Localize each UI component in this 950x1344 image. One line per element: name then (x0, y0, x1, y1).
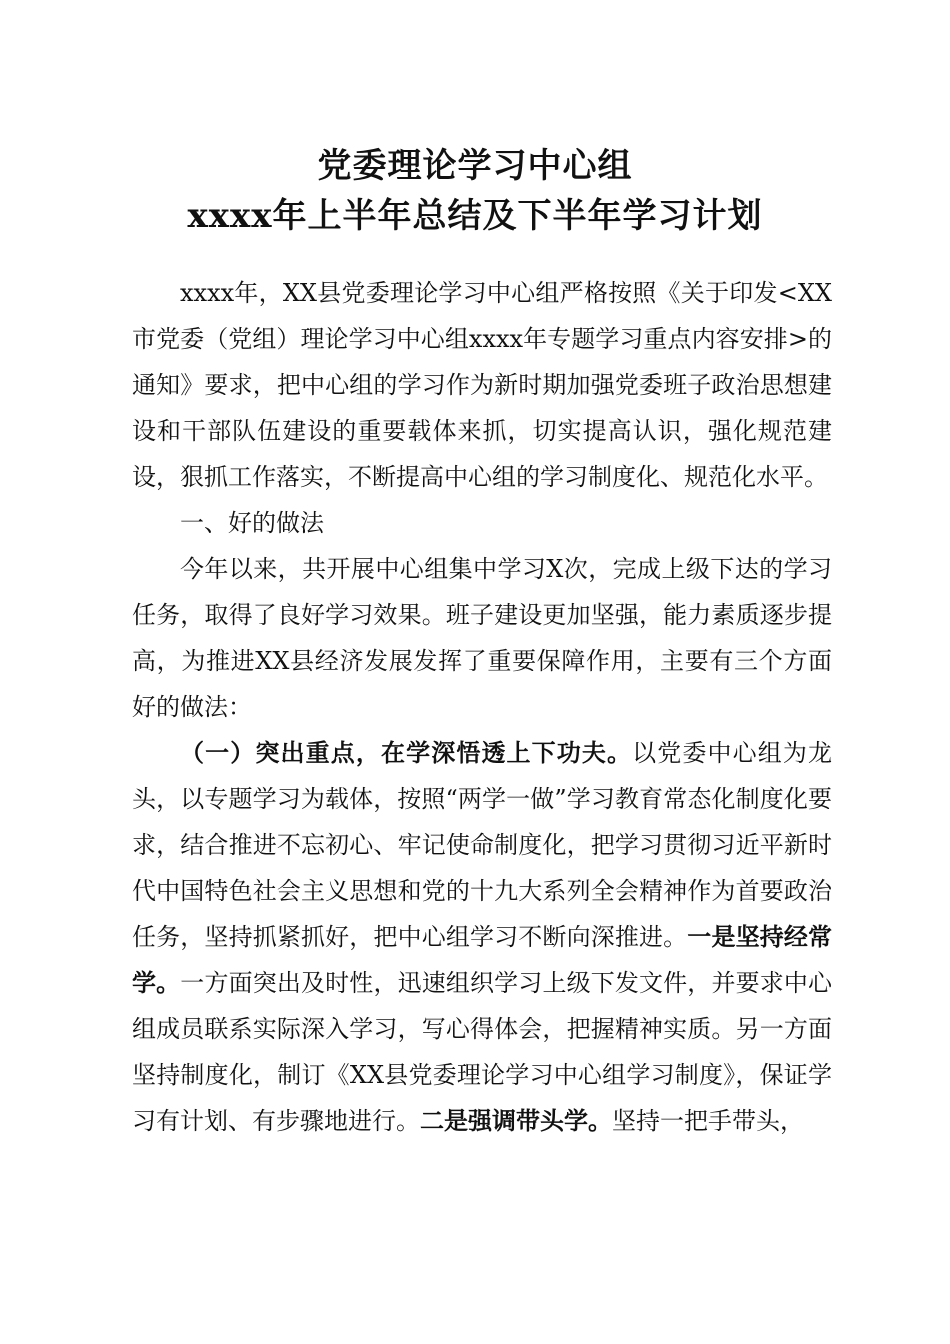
document-body (132, 270, 832, 1144)
subheading-focus: （一）突出重点，在学深悟透上下功夫。 (180, 738, 633, 767)
point-regular-study: 一是坚持经常学。 (132, 922, 833, 997)
point-lead-study: 二是强调带头学。 (420, 1106, 612, 1135)
paragraph-overview: 今年以来，共开展中心组集中学习X次，完成上级下达的学习任务，取得了良好学习效果。班子建设更加坚强，能力素质逐步提高，为推进XX县经济发展发挥了重要保障作用，主要有三个方面好的做法： (132, 555, 832, 721)
paragraph-focus (132, 730, 832, 1144)
paragraph-focus-text-1: 以党委中心组为龙头，以专题学习为载体，按照“两学一做”学习教育常态化制度化要求，结合推进不忘初心、牢记使命制度化，把学习贯彻习近平新时代中国特色社会主义思想和党的十九大系列全会精神作为首要政治任务，坚持抓紧抓好，把中心组学习不断向深推进。 (132, 739, 833, 951)
document-title-line-1: 党委理论学习中心组 (317, 146, 633, 186)
paragraph-focus-text-2: 一方面突出及时性，迅速组织学习上级下发文件，并要求中心组成员联系实际深入学习，写心得体会，把握精神实质。另一方面坚持制度化，制订《XX县党委理论学习中心组学习制度》，保证学习有计划、有步骤地进行。 (132, 969, 833, 1135)
document-title-line-2: xxxx年上半年总结及下半年学习计划 (187, 196, 763, 236)
section-heading-good-practices: 一、好的做法 (180, 509, 324, 537)
paragraph-focus-text-3: 坚持一把手带头， (612, 1107, 804, 1135)
paragraph-intro: xxxx年，XX县党委理论学习中心组严格按照《关于印发<XX市党委（党组）理论学习中心组xxxx年专题学习重点内容安排>的通知》要求，把中心组的学习作为新时期加强党委班子政治思想建设和干部队伍建设的重要载体来抓，切实提高认识，强化规范建设，狠抓工作落实，不断提高中心组的学习制度化、规范化水平。 (132, 279, 832, 491)
